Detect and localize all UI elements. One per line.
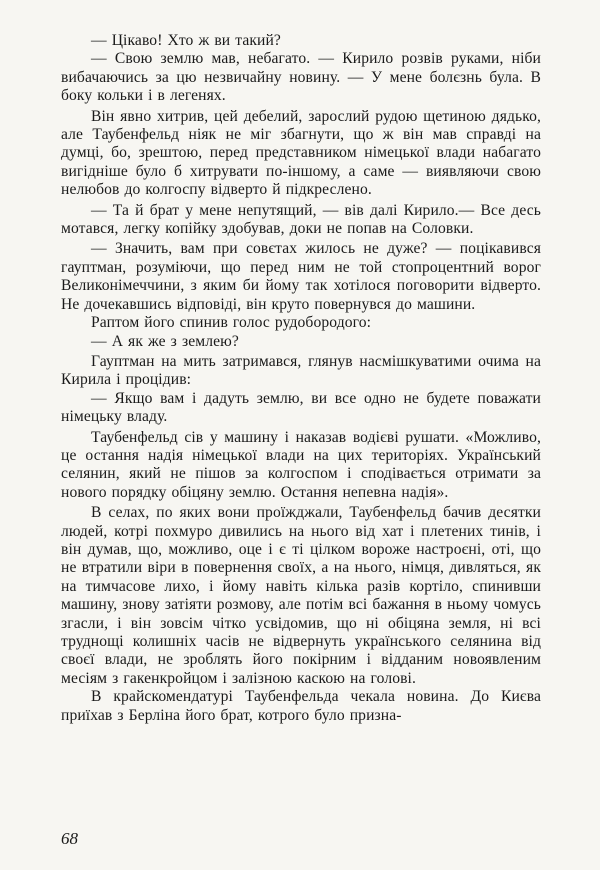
paragraph: Він явно хитрив, цей дебелий, зарослий рудою щетиною дядько, але Таубенфельд ніяк не міг збагнути, що ж він мав справді на думці, бо, зрештою, перед представником німецької влади набагато вигідніше було б хитрувати по-іншому, а саме — виявляючи свою нелюбов до колгоспу відверто й підкреслено. <box>61 107 541 199</box>
page-number: 68 <box>61 829 78 848</box>
paragraph: — А як же з землею? <box>91 332 239 350</box>
body-text <box>61 32 541 725</box>
paragraph: Таубенфельд сів у машину і наказав водієві рушати. «Можливо, це остання надія німецької влади на цих територіях. Український селянин, який не пішов за колгоспом і сподівається отримати за нового порядку обіцяну землю. Остання непевна надія». <box>61 428 541 501</box>
paragraph: Раптом його спинив голос рудобородого: <box>91 314 372 332</box>
paragraph: — Цікаво! Хто ж ви такий? <box>91 32 281 49</box>
paragraph: — Значить, вам при совєтах жилось не дуже? — поцікавився гауптман, розуміючи, що перед ним не той стопроцентний ворог Великонімеччини, з яким би йому так хотілося поговорити відверто. Не дочекавшись відповіді, він круто повернувся до машини. <box>61 240 541 313</box>
paragraph: В селах, по яких вони проїжджали, Таубенфельд бачив десятки людей, котрі похмуро дивились на нього від хат і плетених тинів, і він думав, що, можливо, оце і є ті цілком вороже настроєні, оті, що не втратили віри в повернення своїх, а на нього, німця, дивляться, як на тимчасове лихо, і йому навіть кілька разів кортіло, спинивши машину, знову затіяти розмову, але потім всі бажання в ньому чомусь згасли, і він зовсім чітко усвідомив, що ні обіцяна земля, ні всі труднощі колишніх часів не відвернуть українського селянина від своєї влади, не зроблять його покірним і відданим новоявленим месіям з гакенкройцом і залізною каскою на голові. <box>61 504 541 687</box>
paragraph: — Свою землю мав, небагато. — Кирило розвів руками, ніби вибачаючись за цю незвичайну новину. — У мене болєзнь була. В боку кольки і в легенях. <box>61 50 541 105</box>
paragraph: В крайскомендатурі Таубенфельда чекала новина. До Києва приїхав з Берліна його брат, котрого було призна- <box>61 688 541 724</box>
paragraph: Гауптман на мить затримався, глянув насмішкуватими очима на Кирила і процідив: <box>61 352 541 389</box>
paragraph: — Та й брат у мене непутящий, — вів далі Кирило.— Все десь мотався, легку копійку здобував, доки не попав на Соловки. <box>61 201 541 238</box>
paragraph: — Якщо вам і дадуть землю, ви все одно не будете поважати німецьку владу. <box>61 389 541 426</box>
